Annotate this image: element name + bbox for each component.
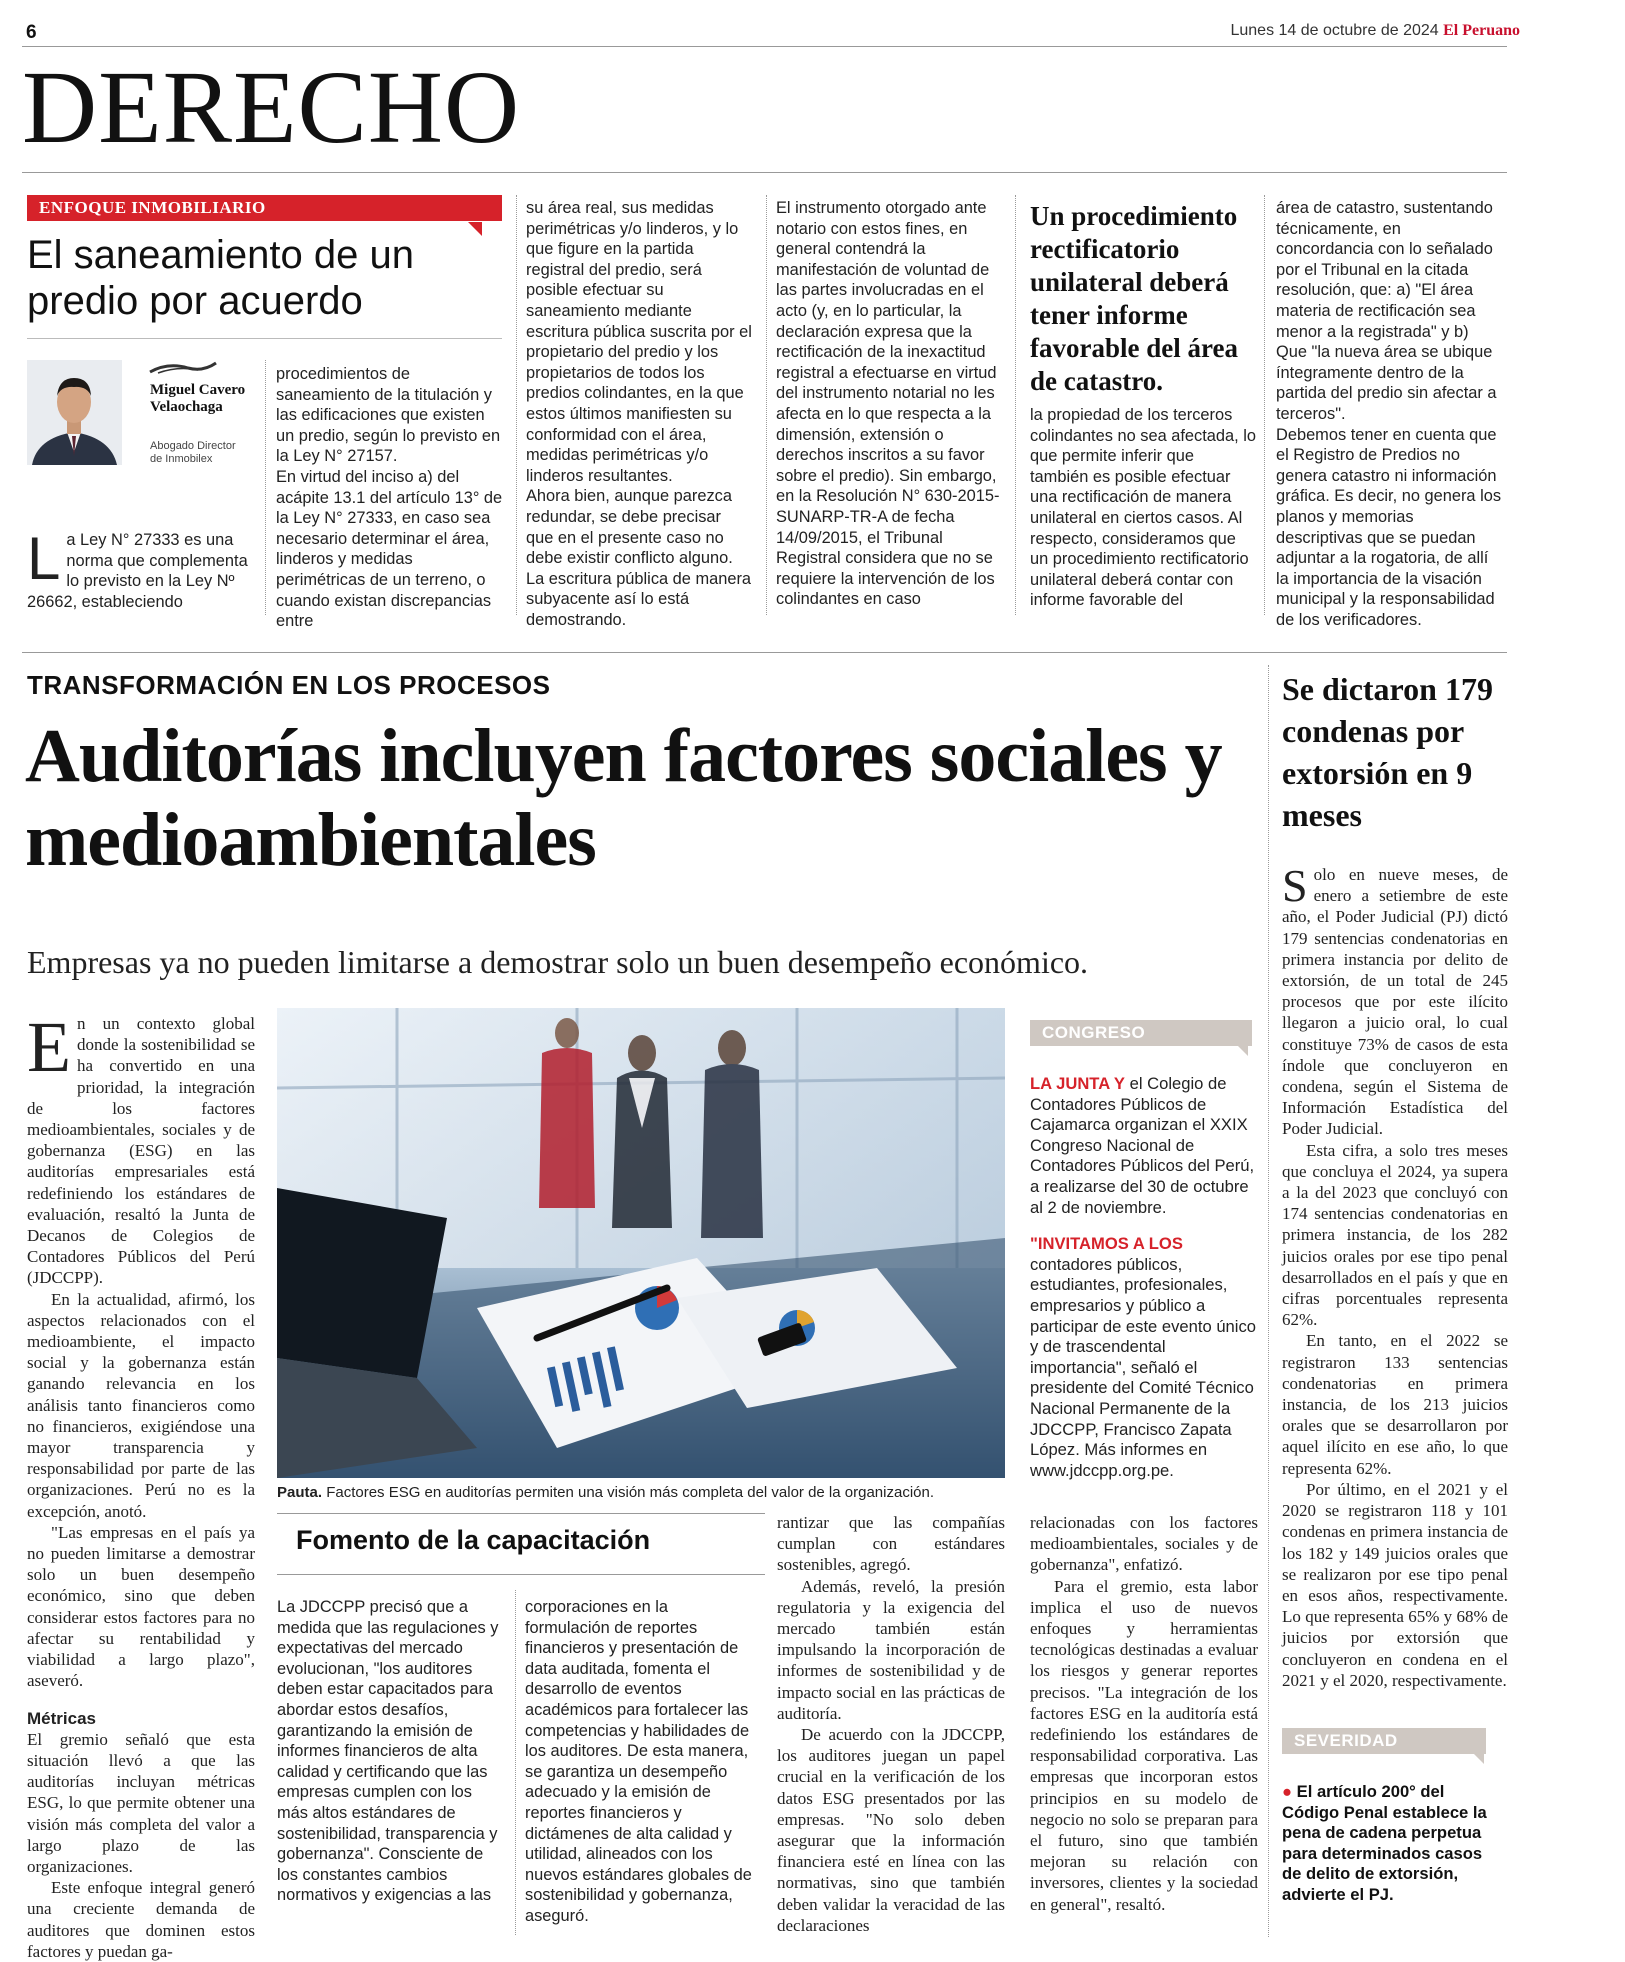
main-p1: n un contexto global donde la sostenibilidad se ha convertido en una prioridad, la integración de los factores medioambientales, sociales y de gobernanza (ESG) en las auditorías empresariales está redefiniendo los estándares de evaluación, resaltó la Junta de Decanos de Colegios de Contadores Públicos del Perú (JDCCPP). [27,1014,255,1288]
col-separator [1264,195,1265,615]
congreso-text1: el Colegio de Contadores Públicos de Cajamarca organizan el XXIX Congreso Nacional de Contadores Públicos del Perú, a realizarse del 30 de octubre al 2 de noviembre. [1030,1074,1255,1217]
main-dropcap: E [27,1007,71,1087]
col-separator [265,360,266,615]
capacitacion-col2-text: corporaciones en la formulación de reportes financieros y presentación de data auditada, fomenta el desarrollo de eventos académicos para fortalecer las competencias y habilidades de los auditores. De esta manera, se garantiza un desempeño adecuado y la emisión de reportes financieros y dictámenes de alta calidad y utilidad, alineados con los nuevos estándares globales de sostenibilidad y gobernanza, aseguró. [525,1598,752,1925]
side-p4: Por último, en el 2021 y el 2020 se registraron 118 y 101 condenas en primera instancia de los 182 y 149 juicios orales que se realizaron por ese tipo penal en esos años, respectivamente. Lo que representa 65% y 68% de juicios por extorsión que concluyeron en condena en el 2021 y el 2020, respectivamente. [1282,1479,1508,1690]
side-p2: Esta cifra, a solo tres meses que concluya el 2024, ya supera a la del 2023 que concluyó con 174 sentencias condenatorias en primera instancia, de los 282 juicios orales por ese tipo penal desarrollados en el país y que en cifras porcentuales representa 62%. [1282,1140,1508,1330]
main-col3 [777,1512,1005,1937]
issue-date [1060,22,1520,40]
congreso-quote-lead: "INVITAMOS A LOS [1030,1234,1183,1254]
main-col3-p1: rantizar que las compañías cumplan con estándares sostenibles, agregó. [777,1513,1005,1575]
subhead-capacitacion: Fomento de la capacitación [296,1525,651,1555]
main-p4: El gremio señaló que esta situación llevó a que las auditorías incluyan métricas ESG, lo que permite obtener una visión más completa del valor a largo plazo de las organizaciones. [27,1729,255,1876]
caption-label: Pauta. [277,1484,323,1501]
col-separator [516,195,517,615]
top-col6-p2: Debemos tener en cuenta que el Registro de Predios no genera catastro ni información gráfica. Es decir, no genera los planos y memorias descriptivas que se puedan adjuntar a la rogatoria, de allí la importancia de la visación municipal y la responsabilidad de los verificadores. [1276,425,1502,629]
main-col1 [27,1007,255,1961]
top-col3-p2: Ahora bien, aunque parezca redundar, se debe precisar que en el presente caso no debe existir conflicto alguno. La escritura pública de manera subyacente así lo está demostrando. [526,487,752,629]
side-dropcap: S [1282,860,1308,911]
congreso-body [1030,1074,1258,1486]
top-col4 [776,198,1002,616]
capacitacion-col1 [277,1597,505,1937]
congreso-tag-tail [1236,1044,1248,1056]
main-col4 [1030,1512,1258,1937]
top-col5-p1: la propiedad de los terceros colindantes no sea afectada, lo que permite inferir que también es posible efectuar una rectificación de manera unilateral en ciertos casos. Al respecto, consideramos que un procedimiento rectificatorio unilateral deberá contar con informe favorable del [1030,406,1256,610]
col-separator [515,1590,516,1935]
side-p1: olo en nueve meses, de enero a setiembre de este año, el Poder Judicial (PJ) dictó 179 sentencias condenatorias en primera instancia por delito de extorsión, de un total de 245 procesos que por este ilícito llegaron a juicio oral, lo cual constituye 73% de casos de esta índole que concluyeron en condena, según el Sistema de Información Estadística del Poder Judicial. [1282,865,1508,1139]
top-col4-p1: El instrumento otorgado ante notario con estos fines, en general contendrá la manifestación de voluntad de las partes involucradas en el acto (y, en lo particular, la declaración expresa que la rectificación de la inexactitud registral a efectuarse en virtud del instrumento notarial no les afecta en lo que respecta a la dimensión, extensión o derechos inscritos a su favor sobre el predio). Sin embargo, en la Resolución N° 630-2015-SUNARP-TR-A de fecha 14/09/2015, el Tribunal Registral considera que no se requiere la intervención de los colindantes en caso [776,199,1000,609]
severidad-body [1282,1782,1502,1906]
side-p3: En tanto, en el 2022 se registraron 133 sentencias condenatorias en primera instancia, de los 213 juicios orales que se desarrollaron por aquel ilícito en ese año, lo que representa 62%. [1282,1331,1508,1478]
main-headline: Auditorías incluyen factores sociales y medioambientales [25,714,1222,882]
article-divider [22,652,1507,653]
header-rule [22,46,1507,47]
subhead-metricas: Métricas [27,1708,96,1728]
main-col3-p3: De acuerdo con la JDCCPP, los auditores juegan un papel crucial en la verificación de los datos ESG presentados por las empresas. "No solo deben asegurar que la información financiera esté en línea con las normativas, sino que también deben validar la veracidad de las declaraciones [777,1725,1005,1935]
section-rule [22,172,1507,173]
side-body [1282,860,1508,1714]
top-dropcap: L [27,525,61,592]
capacitacion-col1-text: La JDCCPP precisó que a medida que las regulaciones y expectativas del mercado evolucionan, "los auditores deben estar capacitados para abordar estos desafíos, garantizando la emisión de informes financieros de alta calidad y certificando que las empresas cumplen con los más altos estándares de sostenibilidad, transparencia y gobernanza". Consciente de los constantes cambios normativos y exigencias a las [277,1598,499,1905]
author-photo [27,360,122,465]
main-deck: Empresas ya no pueden limitarse a demostrar solo un buen desempeño económico. [27,944,1089,980]
top-col3 [526,198,752,629]
congreso-tag: CONGRESO [1030,1020,1252,1046]
severidad-tag: SEVERIDAD [1282,1728,1486,1754]
top-col5 [1030,405,1256,617]
pull-quote: Un procedimiento rectificatorio unilateral deberá tener informe favorable del área de catastro. [1030,201,1238,396]
main-p5: Este enfoque integral generó una creciente demanda de auditores que dominen estos factores y puedan ga- [27,1878,255,1961]
col-separator [766,195,767,615]
top-col2-p1: procedimientos de saneamiento de la titulación y las edificaciones que existen un predio, según lo previsto en la Ley N° 27157. [276,365,501,466]
top-col1 [27,525,249,620]
severidad-text: El artículo 200° del Código Penal establece la pena de cadena perpetua para determinados casos de delito de extorsión, advierte el PJ. [1282,1782,1487,1904]
congreso-text2: contadores públicos, estudiantes, profesionales, empresarios y público a participar de este evento único y de trascendental importancia", señaló el presidente del Comité Técnico Nacional Permanente de la JDCCPP, Francisco Zapata López. Más informes en www.jdccpp.org.pe. [1030,1254,1257,1480]
section-title: DERECHO [22,50,521,165]
congreso-lead: LA JUNTA Y [1030,1074,1125,1093]
main-col4-p1: relacionadas con los factores medioambientales, sociales y de gobernanza", enfatizó. [1030,1513,1258,1575]
kicker-enfoque-inmobiliario: ENFOQUE INMOBILIARIO [27,195,502,221]
top-col6-p1: área de catastro, sustentando técnicamente, en concordancia con lo señalado por el Tribunal en la citada resolución, que: a) "El área materia de rectificación sea menor a la registrada" y b) Que "la nueva área se ubique íntegramente dentro de la partida del predio sin afectar a terceros". [1276,199,1497,423]
top-col2-p2: En virtud del inciso a) del acápite 13.1 del artículo 13° de la Ley N° 27333, en caso sea necesario determinar el área, linderos y medidas perimétricas de un terreno, o cuando existan discrepancias entre [276,467,503,631]
top-col2 [276,364,504,631]
bullet-icon: ● [1282,1782,1293,1801]
author-role: Abogado Director de Inmobilex [150,440,236,465]
article-photo [277,1008,1005,1478]
top-headline: El saneamiento de un predio por acuerdo [27,233,414,323]
headline-rule [27,338,502,339]
top-col1-text: a Ley N° 27333 es una norma que complementa lo previsto en la Ley Nº 26662, estableciendo [27,531,248,611]
side-headline: Se dictaron 179 condenas por extorsión en 9 meses [1282,671,1493,833]
page-number: 6 [26,22,37,43]
main-col3-p2: Además, reveló, la presión regulatoria y la exigencia del mercado también están impulsando la incorporación de informes de sostenibilidad y de impacto social en las prácticas de auditoría. [777,1576,1005,1723]
main-p2: En la actualidad, afirmó, los aspectos relacionados con el medioambiente, el impacto social y la gobernanza están ganando relevancia en los análisis tanto financieros como no financieros, exigiéndose una mayor transparencia y responsabilidad por parte de las organizaciones. Perú no es la excepción, anotó. [27,1289,255,1521]
author-logo-swash [148,360,218,381]
main-p3: "Las empresas en el país ya no pueden limitarse a demostrar solo un buen desempeño económico, sino que deben considerar estos factores para no afectar su rentabilidad y viabilidad a largo plazo", aseveró. [27,1522,255,1691]
top-col3-p1: su área real, sus medidas perimétricas y/o linderos, y lo que figure en la partida registral del predio, será posible efectuar su saneamiento mediante escritura pública suscrita por el propietario del predio y los propietarios de todos los predios colindantes, en la que estos últimos manifiesten su conformidad con el área, medidas perimétricas y/o linderos resultantes. [526,199,752,485]
publication-name: El Peruano [1443,22,1520,39]
issue-date-text: Lunes 14 de octubre de 2024 [1230,22,1439,39]
photo-caption [277,1484,1017,1501]
main-col4-p2: Para el gremio, esta labor implica el uso de nuevos enfoques y herramientas tecnológicas destinadas a evaluar los riesgos y generar reportes precisos. "La integración de los factores ESG en la auditoría está redefiniendo los estándares de responsabilidad corporativa. Las empresas que incorporan estos principios en su modelo de negocio no solo se preparan para el futuro, sino que también mejoran su relación con inversores, clientes y la sociedad en general", resaltó. [1030,1576,1258,1914]
main-kicker: TRANSFORMACIÓN EN LOS PROCESOS [27,670,551,700]
side-separator [1268,665,1269,1937]
capacitacion-col2 [525,1597,753,1937]
top-col6 [1276,198,1502,629]
caption-text: Factores ESG en auditorías permiten una visión más completa del valor de la organización. [326,1484,935,1501]
col-separator [1015,195,1016,615]
severidad-tag-tail [1472,1752,1484,1764]
author-name: Miguel Cavero Velaochaga [150,382,246,415]
